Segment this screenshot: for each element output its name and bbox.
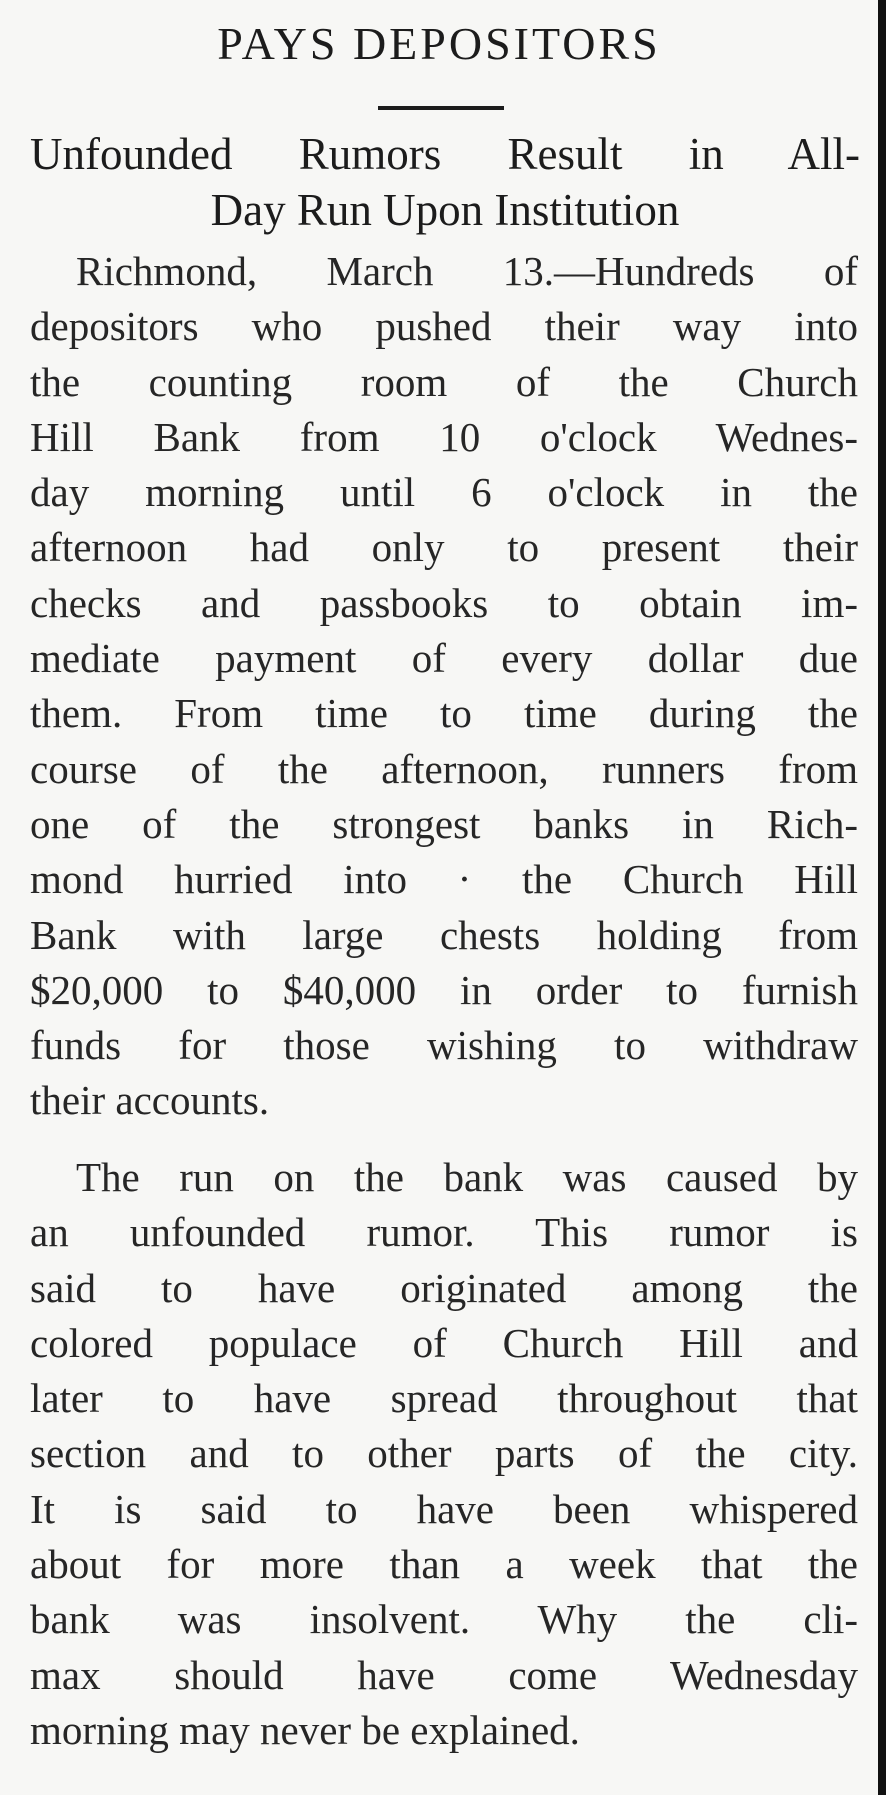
text-line: afternoon had only to present their [30,524,858,571]
subheadline-line: Day Run Upon Institution [210,185,680,235]
text-line: checks and passbooks to obtain im- [30,579,858,626]
subheadline [30,126,860,238]
text-line: mond hurried into · the Church Hill [30,856,858,903]
text-line: course of the afternoon, runners from [30,745,858,792]
text-line: It is said to have been whispered [30,1485,858,1532]
body-paragraph-1 [30,244,858,1129]
text-line: depositors who pushed their way into [30,303,858,350]
text-line: section and to other parts of the city. [30,1430,858,1477]
headline-rule [378,106,504,110]
body-paragraph-2 [30,1150,858,1758]
text-line: colored populace of Church Hill and [30,1319,858,1366]
text-line: Bank with large chests holding from [30,911,858,958]
text-line: the counting room of the Church [30,358,858,405]
text-line: about for more than a week that the [30,1541,858,1588]
text-line: funds for those wishing to withdraw [30,1022,858,1069]
text-line: $20,000 to $40,000 in order to furnish [30,966,858,1013]
text-line: their accounts. [30,1077,270,1124]
text-line: Hill Bank from 10 o'clock Wednes- [30,413,858,460]
text-line: Richmond, March 13.—Hundreds of [76,248,858,294]
text-line: said to have originated among the [30,1264,858,1311]
text-line: one of the strongest banks in Rich- [30,800,858,847]
headline: PAYS DEPOSITORS [217,18,661,69]
subheadline-line: Unfounded Rumors Result in All- [30,129,860,179]
text-line: The run on the bank was caused by [76,1154,858,1200]
text-line: morning may never be explained. [30,1706,580,1753]
text-line: max should have come Wednesday [30,1651,858,1698]
text-line: later to have spread throughout that [30,1375,858,1422]
text-line: them. From time to time during the [30,690,858,737]
text-line: an unfounded rumor. This rumor is [30,1209,858,1256]
text-line: day morning until 6 o'clock in the [30,469,858,516]
text-line: mediate payment of every dollar due [30,635,858,682]
text-line: bank was insolvent. Why the cli- [30,1596,858,1643]
